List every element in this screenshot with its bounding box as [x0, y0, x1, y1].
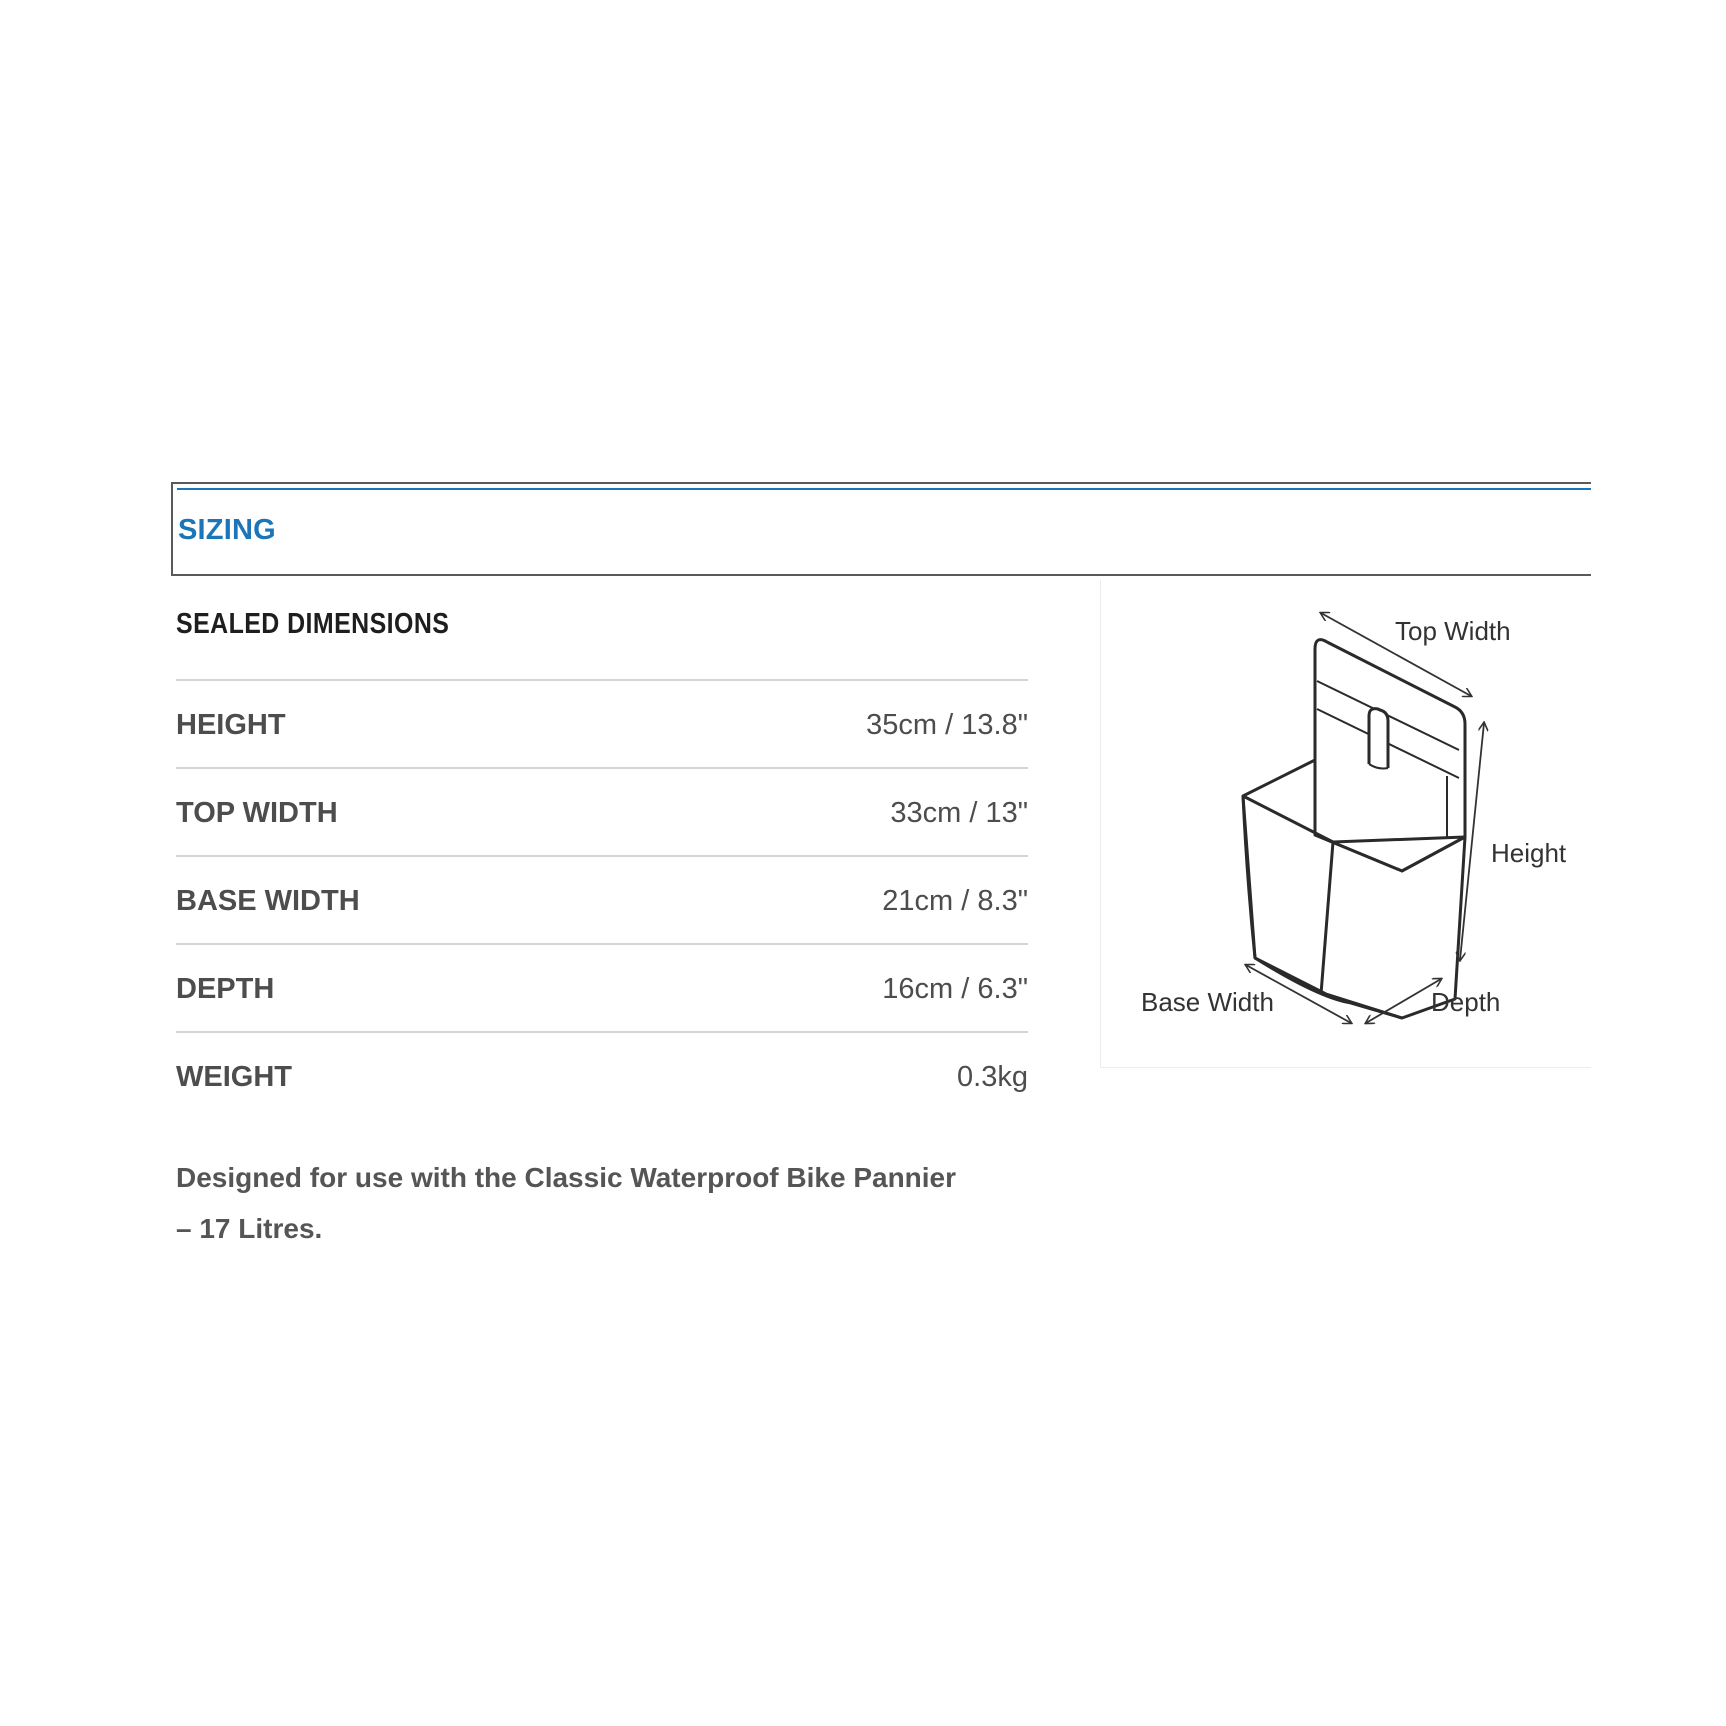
label-top-width: Top Width	[1395, 616, 1511, 646]
sizing-tab-header[interactable]	[171, 482, 1591, 576]
table-row	[176, 943, 1028, 1031]
pannier-icon	[1243, 640, 1465, 1018]
label-base-width: Base Width	[1141, 987, 1274, 1017]
dimension-value-top-width: 33cm / 13"	[890, 797, 1028, 829]
dimension-label-height: HEIGHT	[176, 709, 286, 741]
dimension-label-top-width: TOP WIDTH	[176, 797, 338, 829]
dimension-value-weight: 0.3kg	[957, 1061, 1028, 1093]
dimension-label-depth: DEPTH	[176, 973, 275, 1005]
sizing-tab-title: SIZING	[178, 514, 276, 546]
label-height: Height	[1491, 838, 1567, 868]
label-depth: Depth	[1431, 987, 1501, 1017]
section-title: SEALED DIMENSIONS	[176, 608, 450, 640]
table-row	[176, 1031, 1028, 1119]
dimension-label-base-width: BASE WIDTH	[176, 885, 360, 917]
pannier-diagram-illustration	[1101, 580, 1592, 1068]
dimension-value-height: 35cm / 13.8"	[866, 709, 1028, 741]
dimension-diagram	[1100, 580, 1591, 1068]
dimension-value-base-width: 21cm / 8.3"	[882, 885, 1028, 917]
compatibility-note	[176, 1152, 1056, 1254]
table-row	[176, 679, 1028, 767]
dimension-label-weight: WEIGHT	[176, 1061, 292, 1093]
compatibility-note-line-1: Designed for use with the Classic Waterproof Bike Pannier	[176, 1162, 957, 1193]
dimensions-table	[176, 679, 1028, 1119]
table-row	[176, 855, 1028, 943]
compatibility-note-line-2: – 17 Litres.	[176, 1213, 323, 1244]
table-row	[176, 767, 1028, 855]
dimension-value-depth: 16cm / 6.3"	[882, 973, 1028, 1005]
